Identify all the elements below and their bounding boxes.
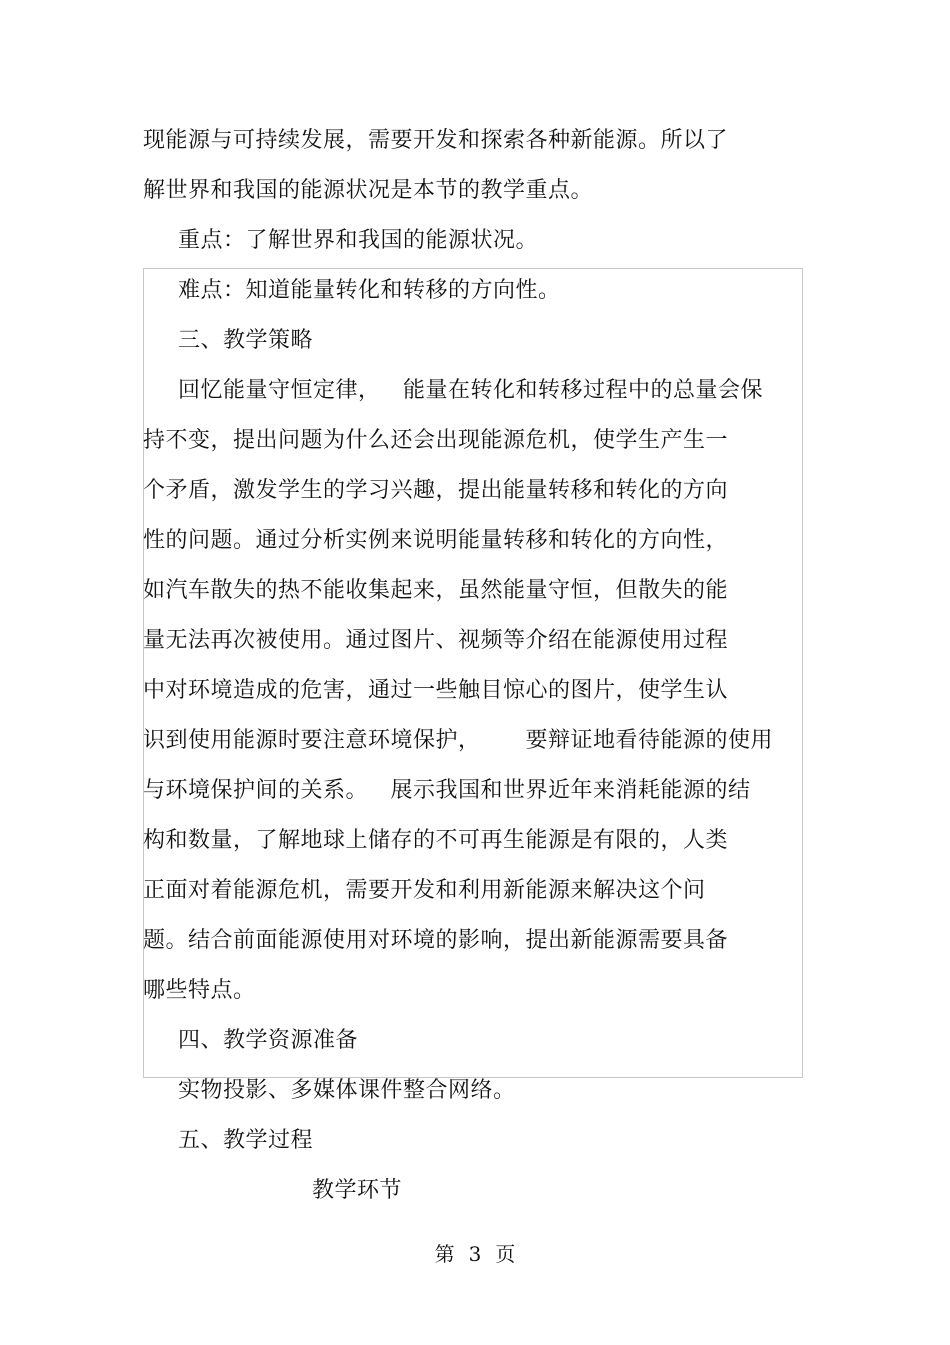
key-point-line: 重点：了解世界和我国的能源状况。: [178, 228, 539, 253]
difficulty-line: 难点：知道能量转化和转移的方向性。: [178, 278, 561, 303]
paragraph-line: 现能源与可持续发展，需要开发和探索各种新能源。所以了: [143, 128, 729, 153]
paragraph-line: 性的问题。通过分析实例来说明能量转移和转化的方向性，: [143, 528, 729, 553]
paragraph-line: 如汽车散失的热不能收集起来，虽然能量守恒，但散失的能: [143, 578, 729, 603]
table-header-cell: 教学环节: [312, 1178, 403, 1203]
section-heading: 三、教学策略: [178, 328, 314, 353]
paragraph-line: 与环境保护间的关系。 展示我国和世界近年来消耗能源的结: [143, 778, 751, 803]
paragraph-line: 个矛盾，激发学生的学习兴趣，提出能量转移和转化的方向: [143, 478, 729, 503]
page-footer: [0, 1239, 950, 1269]
paragraph-line: 量无法再次被使用。通过图片、视频等介绍在能源使用过程: [143, 628, 729, 653]
footer-suffix: 页: [495, 1242, 516, 1266]
paragraph-line: 构和数量，了解地球上储存的不可再生能源是有限的，人类: [143, 828, 729, 853]
paragraph-line: 哪些特点。: [143, 978, 256, 1003]
footer-prefix: 第: [434, 1242, 455, 1266]
paragraph-line: 正面对着能源危机，需要开发和利用新能源来解决这个问: [143, 878, 706, 903]
paragraph-line: 识到使用能源时要注意环境保护， 要辩证地看待能源的使用: [143, 728, 773, 753]
section-heading: 四、教学资源准备: [178, 1028, 359, 1053]
paragraph-line: 中对环境造成的危害，通过一些触目惊心的图片，使学生认: [143, 678, 729, 703]
page-number: 3: [468, 1242, 482, 1266]
paragraph-line: 解世界和我国的能源状况是本节的教学重点。: [143, 178, 594, 203]
paragraph-line: 回忆能量守恒定律， 能量在转化和转移过程中的总量会保: [178, 378, 763, 403]
paragraph-line: 持不变，提出问题为什么还会出现能源危机，使学生产生一: [143, 428, 729, 453]
section-heading: 五、教学过程: [178, 1128, 314, 1153]
paragraph-line: 实物投影、多媒体课件整合网络。: [178, 1078, 516, 1103]
paragraph-line: 题。结合前面能源使用对环境的影响，提出新能源需要具备: [143, 928, 729, 953]
